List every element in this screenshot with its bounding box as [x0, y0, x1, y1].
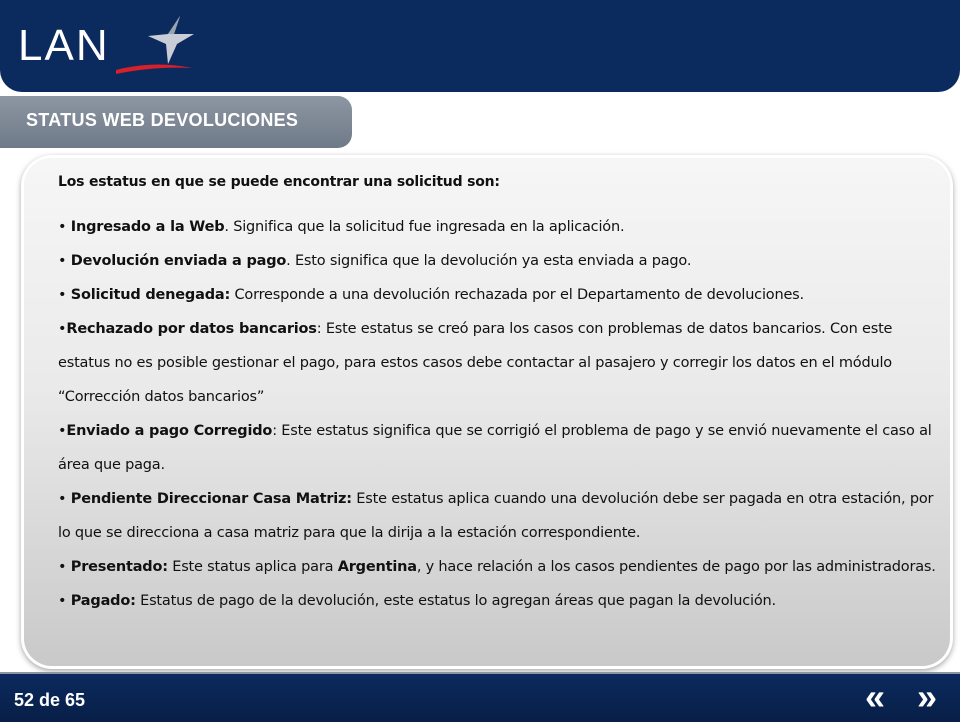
item-term: Enviado a pago Corregido [66, 423, 273, 439]
item-term: Devolución enviada a pago [70, 253, 287, 269]
previous-slide-button[interactable] [856, 676, 894, 717]
item-term: Pagado: [70, 593, 136, 609]
list-item: • Presentado: Este status aplica para Argentina, y hace relación a los casos pendientes de pago por las administradoras. [58, 559, 936, 575]
logo-text: LAN [18, 21, 110, 70]
item-text: Corresponde a una devolución rechazada por el Departamento de devoluciones. [230, 287, 804, 303]
panel-content [58, 172, 946, 618]
intro-text: Los estatus en que se puede encontrar una solicitud son: [58, 174, 500, 190]
item-text: , y hace relación a los casos pendientes de pago por las administradoras. [416, 559, 936, 575]
next-slide-button[interactable] [908, 676, 946, 717]
list-item: • Ingresado a la Web. Significa que la solicitud fue ingresada en la aplicación. [58, 219, 625, 235]
header-bar [0, 0, 960, 92]
item-text: : Este estatus significa que se corrigió el problema de pago y se envió nuevamente el caso al área que paga. [58, 423, 932, 473]
item-text: Este estatus aplica cuando una devolución debe ser pagada en otra estación, por lo que se direcciona a casa matriz para que la dirija a la estación correspondiente. [58, 491, 934, 541]
item-text: Este status aplica para [167, 559, 338, 575]
footer-bar [0, 672, 960, 722]
list-item: • Solicitud denegada: Corresponde a una devolución rechazada por el Departamento de devoluciones. [58, 287, 804, 303]
list-item: • Devolución enviada a pago. Esto significa que la devolución ya esta enviada a pago. [58, 253, 692, 269]
swoosh-icon [114, 52, 194, 76]
item-term-country: Argentina [337, 559, 417, 575]
content-panel [24, 158, 950, 666]
item-term: Presentado: [70, 559, 168, 575]
list-item: • Pagado: Estatus de pago de la devolución, este estatus lo agregan áreas que pagan la devolución. [58, 593, 776, 609]
item-term: Pendiente Direccionar Casa Matriz: [70, 491, 352, 507]
item-text: . Esto significa que la devolución ya esta enviada a pago. [286, 253, 692, 269]
section-title: STATUS WEB DEVOLUCIONES [26, 110, 299, 130]
double-chevron-left-icon: « [864, 676, 886, 717]
item-text: . Significa que la solicitud fue ingresada en la aplicación. [224, 219, 625, 235]
list-item: • Pendiente Direccionar Casa Matriz: Este estatus aplica cuando una devolución debe ser pagada en otra estación, por lo que se direcciona a casa matriz para que la dirija a la estación correspondiente. [58, 491, 934, 541]
lan-logo [14, 8, 214, 78]
page-counter: 52 de 65 [14, 690, 86, 710]
item-term: Ingresado a la Web [70, 219, 225, 235]
item-term: Solicitud denegada: [70, 287, 231, 303]
item-text: Estatus de pago de la devolución, este estatus lo agregan áreas que pagan la devolución. [135, 593, 776, 609]
item-text: : Este estatus se creó para los casos con problemas de datos bancarios. Con este estatus no es posible gestionar el pago, para estos casos debe contactar al pasajero y corregir los datos en el módulo “Corrección datos bancarios” [58, 321, 893, 405]
list-item: •Rechazado por datos bancarios: Este estatus se creó para los casos con problemas de datos bancarios. Con este estatus no es posible gestionar el pago, para estos casos debe contactar al pasajero y corregir los datos en el módulo “Corrección datos bancarios” [58, 321, 893, 405]
list-item: •Enviado a pago Corregido: Este estatus significa que se corrigió el problema de pago y se envió nuevamente el caso al área que paga. [58, 423, 932, 473]
item-term: Rechazado por datos bancarios [66, 321, 317, 337]
double-chevron-right-icon: » [916, 676, 938, 717]
section-title-tab [0, 96, 352, 148]
